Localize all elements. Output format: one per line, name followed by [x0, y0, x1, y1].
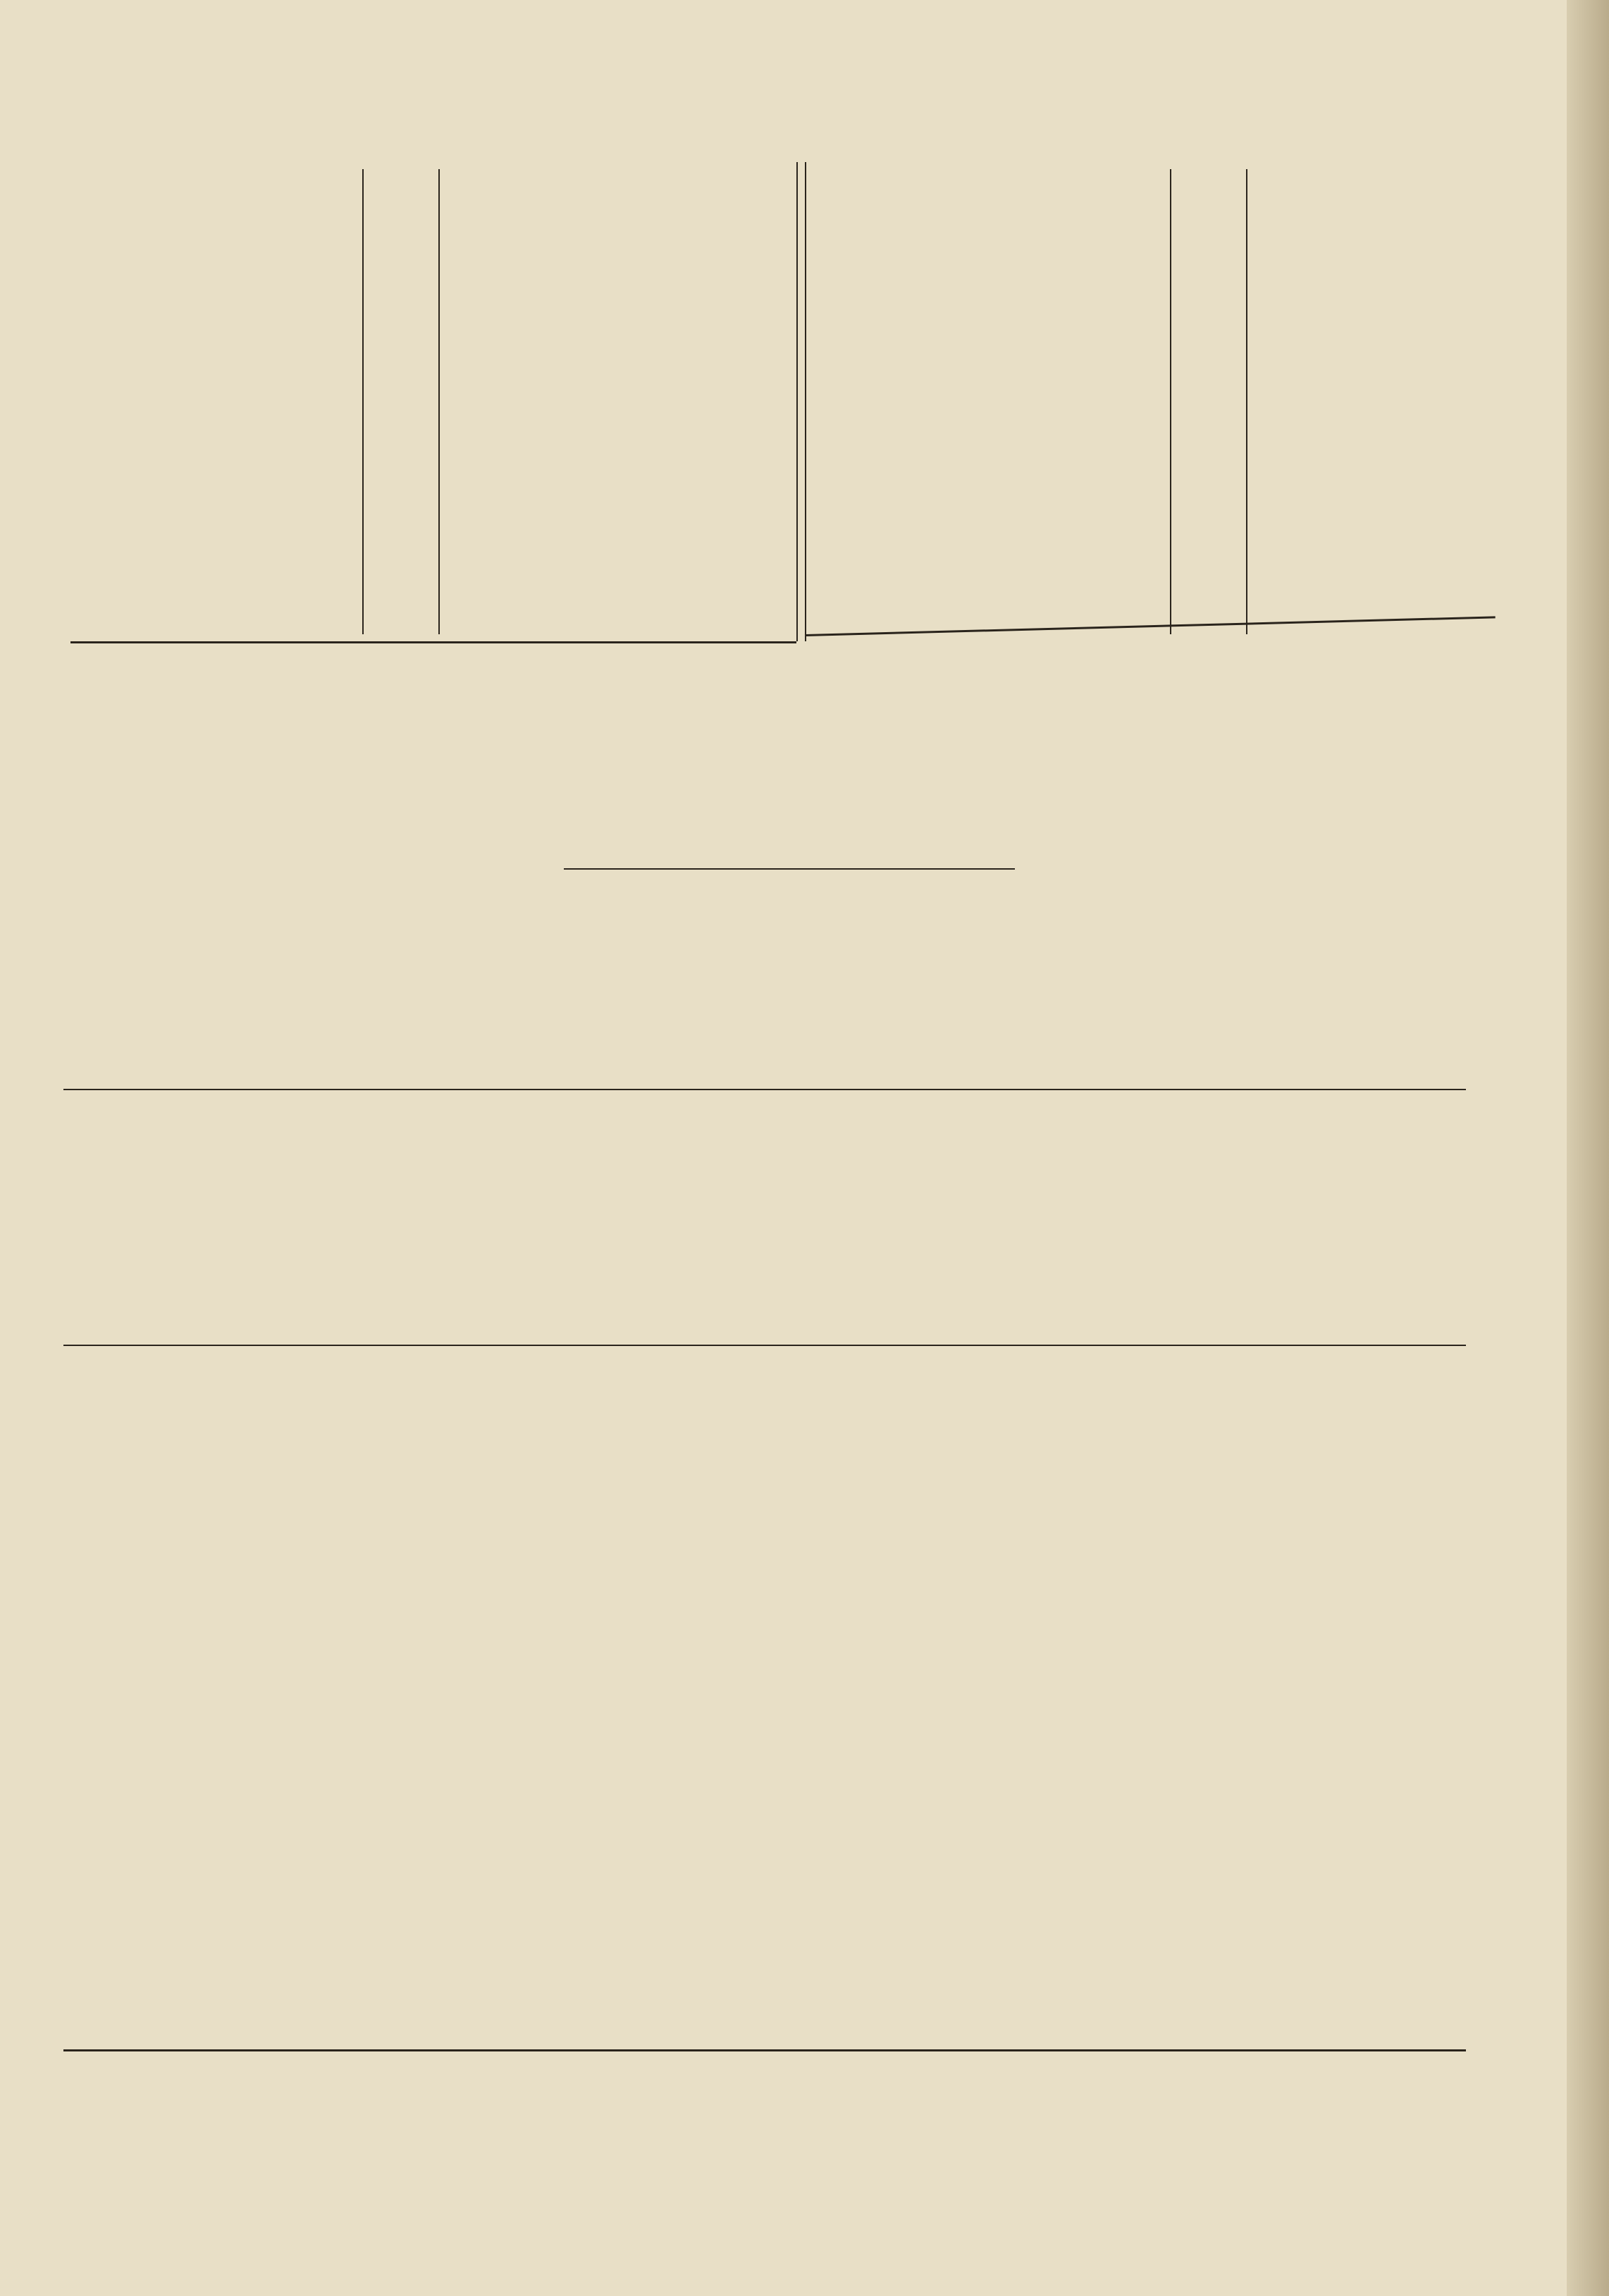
page-edge	[1567, 0, 1609, 2296]
